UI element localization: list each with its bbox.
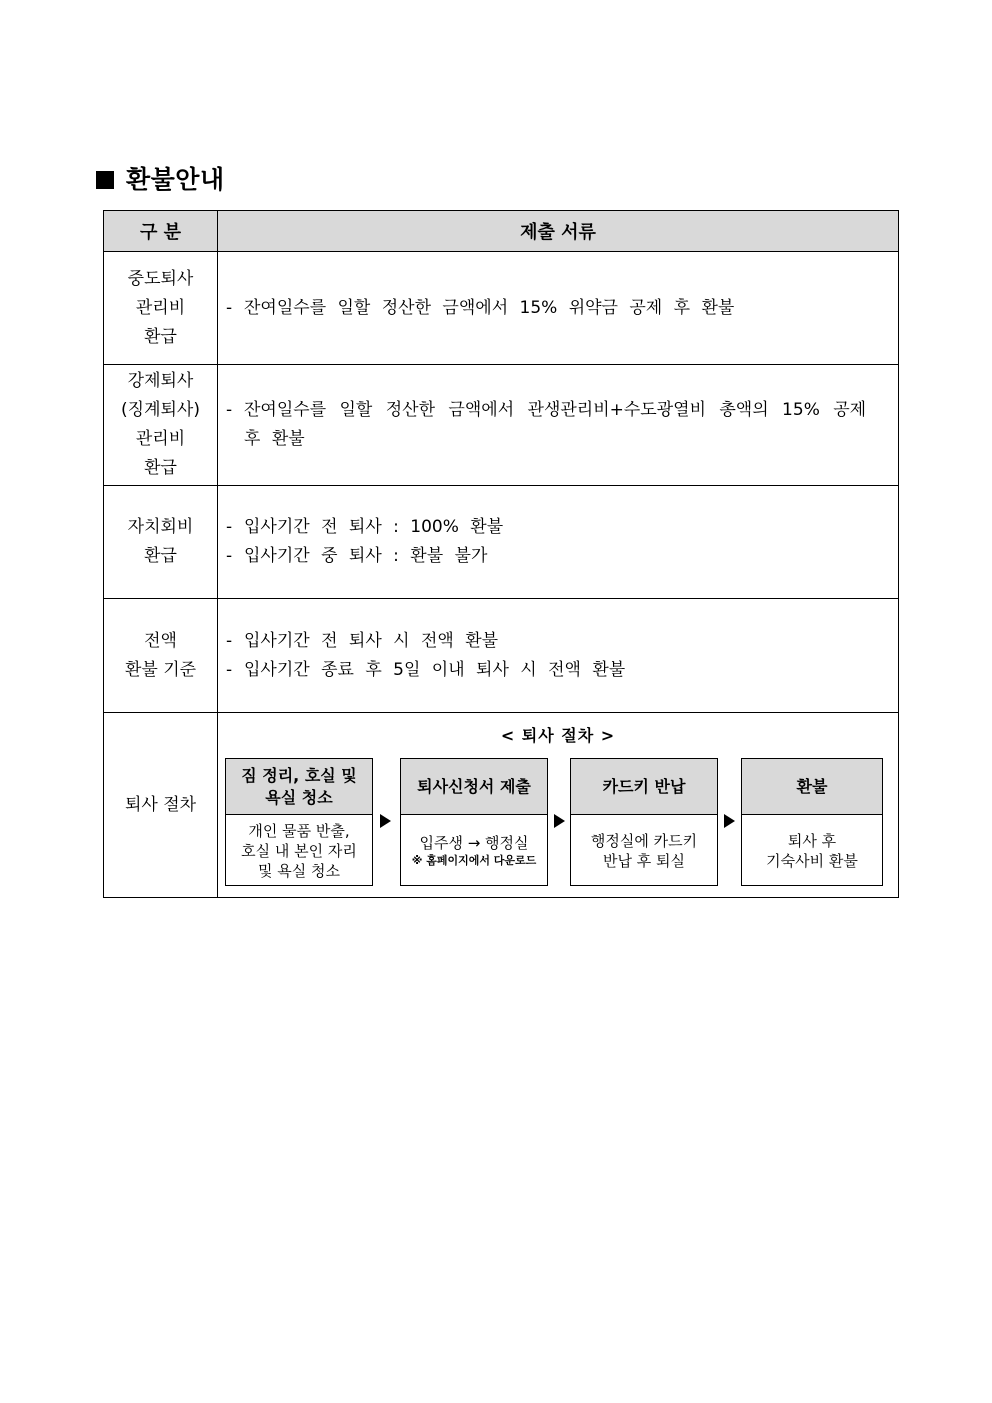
procedure-step [225, 758, 373, 886]
arrow-right-icon [554, 814, 565, 828]
step-head: 퇴사신청서 제출 [401, 759, 547, 815]
row-content [218, 252, 899, 365]
table-row [104, 365, 899, 486]
row-category: 강제퇴사 (징계퇴사) 관리비 환급 [104, 365, 218, 486]
square-bullet-icon [96, 171, 114, 189]
row-category: 자치회비 환급 [104, 486, 218, 599]
step-desc: 퇴사 후 기숙사비 환불 [766, 831, 858, 870]
header-category: 구 분 [104, 211, 218, 252]
table-row [104, 713, 899, 898]
step-desc: 개인 물품 반출, 호실 내 본인 자리 및 욕실 청소 [241, 821, 357, 880]
list-item: - 잔여일수를 일할 정산한 금액에서 관생관리비+수도광열비 총액의 15% 공제 [226, 400, 867, 420]
list-item: - 잔여일수를 일할 정산한 금액에서 15% 위약금 공제 후 환불 [226, 297, 735, 318]
table-header-row [104, 211, 899, 252]
step-note: ※ 홈페이지에서 다운로드 [411, 853, 537, 867]
refund-table [103, 210, 899, 898]
table-row [104, 252, 899, 365]
step-head: 환불 [742, 759, 882, 815]
procedure-flow [218, 713, 898, 897]
step-head: 카드키 반납 [571, 759, 717, 815]
row-content [218, 713, 899, 898]
step-desc: 입주생 → 행정실 ※ 홈페이지에서 다운로드 [411, 833, 537, 867]
table-row [104, 486, 899, 599]
procedure-title: < 퇴사 절차 > [500, 726, 616, 745]
list-item-continuation: 후 환불 [244, 429, 305, 449]
row-content [218, 365, 899, 486]
section-title [96, 160, 225, 196]
procedure-step [741, 758, 883, 886]
arrow-right-icon [380, 814, 391, 828]
list-item: - 입사기간 중 퇴사 : 환불 불가 [226, 546, 488, 566]
row-category: 전액 환불 기준 [104, 599, 218, 713]
list-item: - 입사기간 종료 후 5일 이내 퇴사 시 전액 환불 [226, 659, 626, 680]
header-docs: 제출 서류 [218, 211, 899, 252]
section-title-text: 환불안내 [126, 165, 225, 194]
step-head: 짐 정리, 호실 및 욕실 청소 [226, 759, 372, 815]
step-desc: 행정실에 카드키 반납 후 퇴실 [590, 831, 698, 870]
list-item: - 입사기간 전 퇴사 : 100% 환불 [226, 517, 504, 537]
list-item: - 입사기간 전 퇴사 시 전액 환불 [226, 630, 499, 651]
arrow-right-icon [724, 814, 735, 828]
table-row [104, 599, 899, 713]
row-content [218, 599, 899, 713]
row-content [218, 486, 899, 599]
procedure-step [400, 758, 548, 886]
row-category: 중도퇴사 관리비 환급 [104, 252, 218, 365]
row-category: 퇴사 절차 [104, 713, 218, 898]
procedure-step [570, 758, 718, 886]
